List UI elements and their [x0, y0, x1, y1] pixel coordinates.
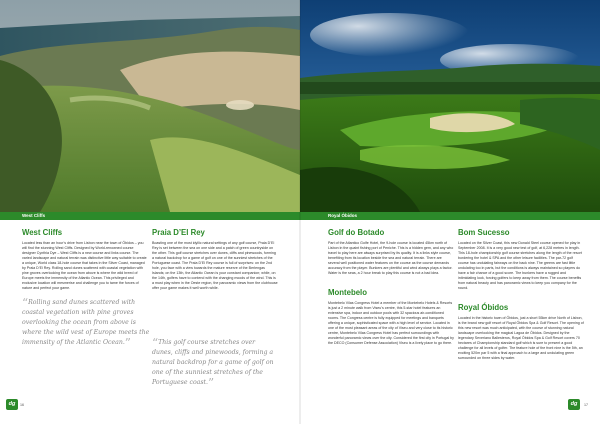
section-body: Located less than an hour’s drive from Lisbon near the town of Óbidos – you will find the stunning West Cliffs. Designed by World-renowned course designer Cynthia Dye – West Cliffs is a new course and links course. The varied landscape and natural terrain was distinctive little way suitable to create a unique, World class 18-hole course that takes in the Silver Coast, managed by Praia D’El Rey. Rolling sand dunes scattered with coastal vegetation with pine groves overlooking the ocean from above is where the wild breed of Europe meets the immensity of the Atlantic Ocean. This privileged and exclusive location will mesmerise and challenge you to tame the forces of nature and perfect your game.	[22, 241, 147, 290]
close-quote-icon: ”	[208, 376, 215, 390]
section-body: Boasting one of the most idyllic natural settings of any golf course, Praia D’El Rey is set between the sea on one side and a patch of green countryside on the other. This golf course stretches over dunes, cliffs and pinewoods, forming a natural backdrop for a game of golf on one of the sunniest stretches of the Portuguese coast. The Praia D’El Rey course is full of surprises: on the 2nd hole, you face with a view towards the mature reserve of the Berlengas Islands; on the 13th, the Atlantic Ocean is your constant companion; while, on the 14th, golfers have to contend with the changing moods of the wind. This is a must play when in the Oeste region, the panoramic views from the clubhouse offer your game makes it well worth while.	[152, 241, 278, 290]
page-number: 17	[584, 403, 588, 407]
photo-caption-bar	[300, 212, 600, 220]
praia-del-rey-column	[152, 228, 278, 291]
right-right-column	[458, 228, 584, 361]
royal-obidos-photo	[300, 0, 600, 212]
section-body: Located on the Silver Coast, this new Donald Steel course opened for play in September 2008. It is a very good new test of golf, at 6,228 metres in length. This 18-hole championship golf course stretches along the length of the resort bordering the hotel & SPA and the other leisure facilities. The par-72 golf course has undulating fairways on the back nine. The greens are fast little undulating too in parts, but the conditions is always maintained so players do have a fair chance of a good score. The bunkers have a rugged and intimidating look, forcing golfers to keep away from them. The course benefits from natural beauty and has panoramic views to keep you company for the round.	[458, 241, 582, 290]
section-title: West Cliffs	[22, 228, 63, 237]
dg-logo: dg	[568, 399, 580, 410]
right-page	[300, 0, 600, 424]
section-body: Part of the Atlantico Golfe Hotel, the 9-hole course is located 45km north of Lisbon in the quaint fishing port of Peniche. This is a hidden gem, and any who travel to play here are always surprised by its quality. It is a links style course, benefiting from its location beside the sea and natural terrain. There are several well positioned water features on the course as the course demands accuracy from the player. Bunkers are plentiful and wind always plays a factor. Water is the seas, a 2 hour break to play this course is not a bad idea.	[328, 241, 454, 275]
section-title: Royal Óbidos	[458, 303, 509, 312]
spread-gutter	[299, 0, 301, 424]
section-body: Located in the historic town of Óbidos, just a short 55km drive North of Lisbon, is the brand new golf resort of Royal Óbidos Spa & Golf Resort. The opening of this new resort was much anticipated, with the course of stunning natural landscape overlooking the magical Lagoa de Óbidos. Designed by the legendary Severiano Ballesteros, Royal Óbidos Spa & Golf Resort covers 70 hectares of Championship standard golf which is sure to present a good challenge for all levels of golfer. The feature hole of the front nine is the 5th, an exciting 520m par 5 with a final approach to a large and undulating green surrounded on three sides by water.	[458, 316, 584, 360]
section-title: Golf do Botado	[328, 228, 385, 237]
open-quote-icon: “	[22, 296, 29, 310]
section-body: Montebelo Vilas Congress Hotel a member of the Montebelo Hotels & Resorts is just a 2 minute walk from Viseu’s centre, this 5-star hotel features an extensive spa, indoor and outdoor pools with 32 spacious air-conditioned rooms. The Congress centre is fully equipped for meetings and banquets offering a unique, sophisticated space with a high level of service. Located in one of the most pleasant areas of the city of Viseu and very close to its historic centre, Montebelo Vilas Congress Hotel has perfect surroundings with wonderful panoramic views over the city. Considered the first city in Portugal by the DECO (Consumer Defense Association) Viseu is a lively place to go there.	[328, 301, 454, 345]
page-number: 16	[20, 403, 24, 407]
dg-logo: dg	[6, 399, 18, 410]
pull-quote: “Rolling sand dunes scattered with coastal vegetation with pine groves overlooking the ocean from above is where the wild vest of Europe meets the immensity of the Atlantic Ocean.”	[22, 296, 150, 350]
open-quote-icon: “	[152, 336, 159, 350]
photo-caption: West Cliffs	[22, 213, 46, 218]
close-quote-icon: ”	[124, 336, 131, 350]
pull-quote: “This golf course stretches over dunes, cliffs and pinewoods, forming a natural backdrop for a game of golf on one of the sunniest stretches of the Portuguese coast.”	[152, 336, 274, 390]
west-cliffs-column	[22, 228, 148, 291]
west-cliffs-photo	[0, 0, 300, 212]
section-title: Praia D’El Rey	[152, 228, 205, 237]
section-title: Bom Sucesso	[458, 228, 510, 237]
right-left-column	[328, 228, 454, 346]
section-title: Montebelo	[328, 288, 367, 297]
photo-caption-bar	[0, 212, 300, 220]
photo-caption: Royal Óbidos	[328, 213, 358, 218]
